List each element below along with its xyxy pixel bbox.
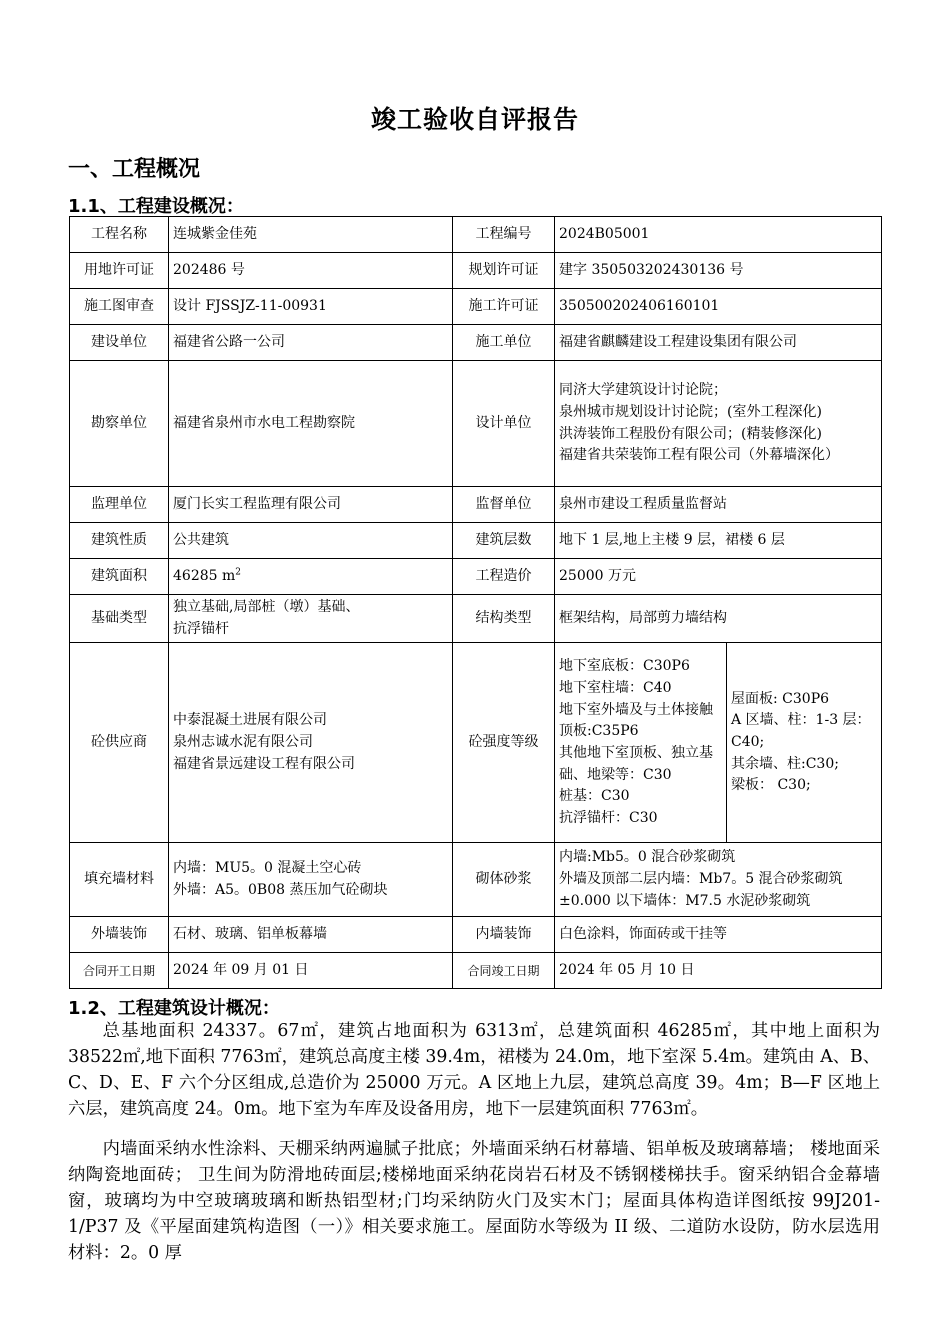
label-infill-wall: 填充墙材料 (70, 843, 169, 917)
label-project-name: 工程名称 (70, 217, 169, 253)
table-row (70, 595, 882, 643)
value-drawing-review: 设计 FJSSJZ-11-00931 (169, 289, 453, 325)
value-project-cost: 25000 万元 (555, 559, 882, 595)
label-structure-type: 结构类型 (453, 595, 555, 643)
value-exterior-finish: 石材、玻璃、铝单板幕墙 (169, 917, 453, 953)
table-row (70, 289, 882, 325)
value-survey-unit: 福建省泉州市水电工程勘察院 (169, 361, 453, 487)
table-row (70, 253, 882, 289)
value-contract-completion: 2024 年 05 月 10 日 (555, 953, 882, 989)
project-info-table (69, 216, 882, 989)
subsection-heading-1-1: 1.1、工程建设概况： (68, 196, 244, 217)
area-unit-superscript: 2 (235, 567, 241, 577)
label-concrete-supplier: 砼供应商 (70, 643, 169, 843)
label-planning-permit: 规划许可证 (453, 253, 555, 289)
label-drawing-review: 施工图审查 (70, 289, 169, 325)
value-foundation-type: 独立基础,局部桩（墩）基础、 抗浮锚杆 (169, 595, 453, 643)
table-row (70, 217, 882, 253)
label-project-cost: 工程造价 (453, 559, 555, 595)
label-contractor: 施工单位 (453, 325, 555, 361)
label-design-unit: 设计单位 (453, 361, 555, 487)
floor-area-number: 46285 m (173, 567, 236, 584)
value-project-number: 2024B05001 (555, 217, 882, 253)
label-construction-permit: 施工许可证 (453, 289, 555, 325)
value-construction-permit: 350500202406160101 (555, 289, 882, 325)
label-concrete-grade: 砼强度等级 (453, 643, 555, 843)
value-concrete-grade-superstructure: 屋面板: C30P6 A 区墙、柱：1-3 层：C40; 其余墙、柱:C30; 梁板： C30; (727, 643, 882, 843)
value-masonry-mortar: 内墙:Mb5。0 混合砂浆砌筑 外墙及顶部二层内墙：Mb7。5 混合砂浆砌筑 ±0.000 以下墙体：M7.5 水泥砂浆砌筑 (555, 843, 882, 917)
value-concrete-grade-basement: 地下室底板：C30P6 地下室柱墙：C40 地下室外墙及与土体接触顶板:C35P6 其他地下室顶板、独立基础、地梁等：C30 桩基：C30 抗浮锚杆：C30 (555, 643, 727, 843)
value-interior-finish: 白色涂料，饰面砖或干挂等 (555, 917, 882, 953)
value-floor-area (169, 559, 453, 595)
value-planning-permit: 建字 350503202430136 号 (555, 253, 882, 289)
table-row (70, 917, 882, 953)
value-contractor: 福建省麒麟建设工程建设集团有限公司 (555, 325, 882, 361)
table-row (70, 953, 882, 989)
subsection-heading-1-2: 1.2、工程建筑设计概况： (68, 998, 280, 1019)
table-row (70, 361, 882, 487)
table-row (70, 643, 882, 843)
value-owner: 福建省公路一公司 (169, 325, 453, 361)
label-supervision-unit: 监理单位 (70, 487, 169, 523)
value-supervision-unit: 厦门长实工程监理有限公司 (169, 487, 453, 523)
value-inspection-unit: 泉州市建设工程质量监督站 (555, 487, 882, 523)
label-floor-area: 建筑面积 (70, 559, 169, 595)
label-interior-finish: 内墙装饰 (453, 917, 555, 953)
design-overview-paragraph-2: 内墙面采纳水性涂料、天棚采纳两遍腻子批底；外墙面采纳石材幕墙、铝单板及玻璃幕墙； 楼地面采纳陶瓷地面砖； 卫生间为防滑地砖面层;楼梯地面采纳花岗岩石材及不锈钢楼梯扶手。窗采纳铝合金幕墙窗，玻璃均为中空玻璃玻璃和断热铝型材;门均采纳防火门及实木门；屋面具体构造详图纸按 99J201-1/P37 及《平屋面建筑构造图（一）》相关要求施工。屋面防水等级为 II 级、二道防水设防，防水层选用材料：2。0 厚 (68, 1139, 880, 1263)
table-row (70, 559, 882, 595)
table-row (70, 523, 882, 559)
label-foundation-type: 基础类型 (70, 595, 169, 643)
label-building-type: 建筑性质 (70, 523, 169, 559)
label-exterior-finish: 外墙装饰 (70, 917, 169, 953)
value-concrete-supplier: 中泰混凝土进展有限公司 泉州志诚水泥有限公司 福建省景远建设工程有限公司 (169, 643, 453, 843)
document-title: 竣工验收自评报告 (370, 105, 579, 134)
label-inspection-unit: 监督单位 (453, 487, 555, 523)
table-row (70, 843, 882, 917)
label-project-number: 工程编号 (453, 217, 555, 253)
label-floors: 建筑层数 (453, 523, 555, 559)
value-design-unit: 同济大学建筑设计讨论院； 泉州城市规划设计讨论院；(室外工程深化) 洪涛装饰工程股份有限公司；(精装修深化) 福建省共荣装饰工程有限公司（外幕墙深化） (555, 361, 882, 487)
label-survey-unit: 勘察单位 (70, 361, 169, 487)
table-row (70, 487, 882, 523)
label-contract-start: 合同开工日期 (70, 953, 169, 989)
section-heading: 一、工程概况 (68, 157, 201, 182)
label-contract-completion: 合同竣工日期 (453, 953, 555, 989)
value-floors: 地下 1 层,地上主楼 9 层，裙楼 6 层 (555, 523, 882, 559)
design-overview-paragraph-1: 总基地面积 24337。67㎡，建筑占地面积为 6313㎡，总建筑面积 46285㎡，其中地上面积为 38522㎡,地下面积 7763㎡，建筑总高度主楼 39.4m，裙楼为 24.0m，地下室深 5.4m。建筑由 A、B、C、D、E、F 六个分区组成,总造价为 25000 万元。A 区地上九层，建筑总高度 39。4m；B—F 区地上六层，建筑高度 24。0m。地下室为车库及设备用房，地下一层建筑面积 7763㎡。 (68, 1021, 880, 1119)
value-project-name: 连城紫金佳苑 (169, 217, 453, 253)
label-owner: 建设单位 (70, 325, 169, 361)
value-contract-start: 2024 年 09 月 01 日 (169, 953, 453, 989)
value-infill-wall: 内墙：MU5。0 混凝土空心砖 外墙：A5。0B08 蒸压加气砼砌块 (169, 843, 453, 917)
label-masonry-mortar: 砌体砂浆 (453, 843, 555, 917)
table-row (70, 325, 882, 361)
value-land-permit: 202486 号 (169, 253, 453, 289)
label-land-permit: 用地许可证 (70, 253, 169, 289)
value-structure-type: 框架结构，局部剪力墙结构 (555, 595, 882, 643)
value-building-type: 公共建筑 (169, 523, 453, 559)
